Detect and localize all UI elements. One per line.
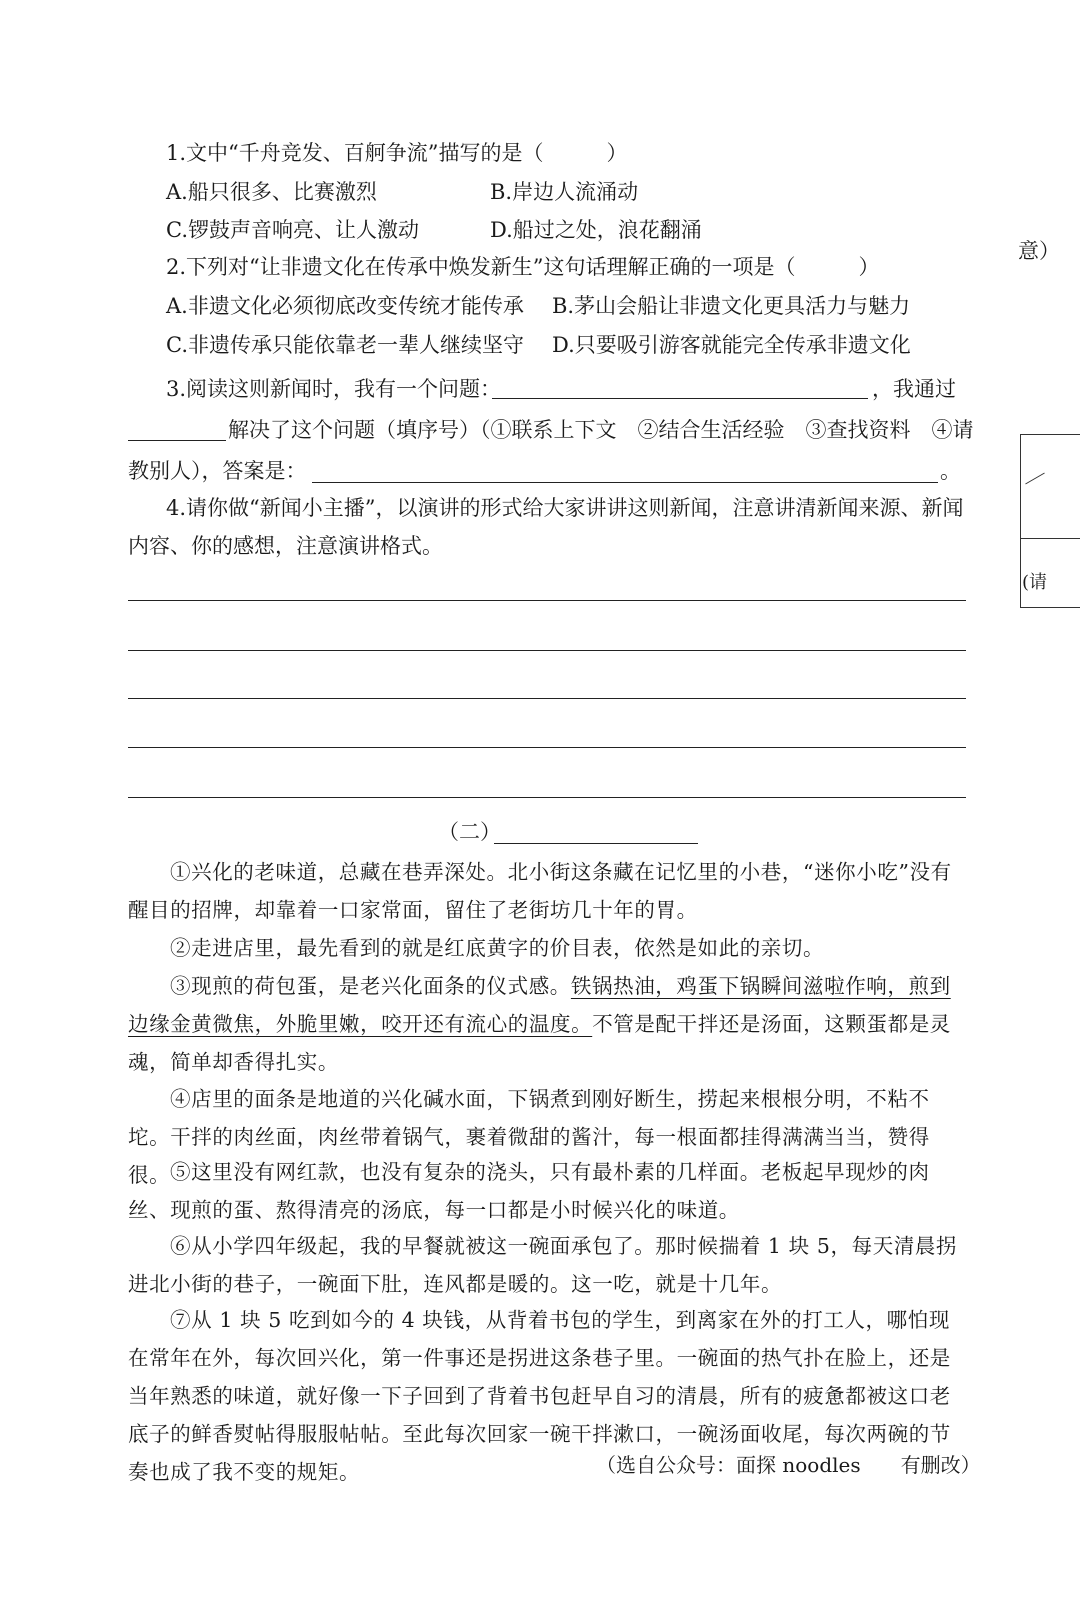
margin-fragment-top: 意） [1018,239,1060,263]
question-3-prompt-cont: ，我通过 [872,377,956,401]
passage-paragraph-3 [128,967,966,1081]
question-4-line-2: 内容、你的感想，注意演讲格式。 [128,534,443,558]
margin-divider [1020,538,1080,539]
question-1-option-d: D.船过之处，浪花翻涌 [490,218,702,242]
passage-paragraph-7: ⑦从 1 块 5 吃到如今的 4 块钱，从背着书包的学生，到离家在外的打工人，哪怕现在常年在外，每次回兴化，第一件事还是拐进这条巷子里。一碗面的热气扑在脸上，还是当年熟悉的味道，就好像一下子回到了背着书包赶早自习的清晨，所有的疲惫都被这口老底子的鲜香熨帖得服服帖帖。至此每次回家一碗干拌漱口，一碗汤面收尾，每次两碗的节奏也成了我不变的规矩。 [128,1308,951,1484]
question-2-option-c: C.非遗传承只能依靠老一辈人继续坚守 [166,333,524,357]
question-3-prompt: 3.阅读这则新闻时，我有一个问题： [166,377,502,401]
question-2-option-a: A.非遗文化必须彻底改变传统才能传承 [166,294,524,318]
question-1-option-b: B.岸边人流涌动 [490,180,639,204]
passage-source: （选自公众号：面探 noodles 有删改） [596,1453,981,1477]
question-3-question-blank[interactable] [492,398,868,399]
question-3-answer-blank[interactable] [312,482,938,483]
question-4-line-1: 4.请你做“新闻小主播”，以演讲的形式给大家讲讲这则新闻，注意讲清新闻来源、新闻 [166,496,964,520]
question-2-option-d: D.只要吸引游客就能完全传承非遗文化 [552,333,911,357]
question-1-stem: 1.文中“千舟竞发、百舸争流”描写的是（ ） [166,141,628,165]
question-1-option-c: C.锣鼓声音响亮、让人激动 [166,218,419,242]
writing-line[interactable] [128,747,966,748]
question-3-period: 。 [940,459,961,483]
passage-paragraph-5: ⑤这里没有网红款，也没有复杂的浇头，只有最朴素的几样面。老板起早现炒的肉丝、现煎的蛋、熬得清亮的汤底，每一口都是小时候兴化的味道。 [128,1160,930,1222]
margin-fragment-bottom: (请 [1022,572,1048,593]
passage-paragraph-1: ①兴化的老味道，总藏在巷弄深处。北小街这条藏在记忆里的小巷，“迷你小吃”没有醒目的招牌，却靠着一口家常面，留住了老街坊几十年的胃。 [128,860,952,922]
writing-line[interactable] [128,600,966,601]
passage-paragraph-3-end: 不管是配干拌还是汤面，这颗蛋都是灵魂，简单却香得扎实。 [128,1012,951,1074]
writing-line[interactable] [128,698,966,699]
passage-paragraph-4: ④店里的面条是地道的兴化碱水面，下锅煮到刚好断生，捞起来根根分明，不粘不坨。干拌的肉丝面，肉丝带着锅气，裹着微甜的酱汁，每一根面都挂得满满当当，赞得很。 [128,1087,930,1187]
writing-line[interactable] [128,650,966,651]
question-3-answer-label: 教别人），答案是： [128,459,307,483]
question-2-option-b: B.茅山会船让非遗文化更具活力与魅力 [552,294,911,318]
section-2-heading: （二） [438,820,501,844]
passage-paragraph-2: ②走进店里，最先看到的就是红底黄字的价目表，依然是如此的亲切。 [170,936,825,960]
question-3-method-text: 解决了这个问题（填序号）（①联系上下文 ②结合生活经验 ③查找资料 ④请 [228,418,974,442]
question-3-method-blank[interactable] [128,440,226,441]
question-1-option-a: A.船只很多、比赛激烈 [166,180,377,204]
passage-paragraph-6: ⑥从小学四年级起，我的早餐就被这一碗面承包了。那时候揣着 1 块 5，每天清晨拐进北小街的巷子，一碗面下肚，连风都是暖的。这一吃，就是十几年。 [128,1234,958,1296]
passage-paragraph-3-start: ③现煎的荷包蛋，是老兴化面条的仪式感。 [170,974,571,998]
question-2-stem: 2.下列对“让非遗文化在传承中焕发新生”这句话理解正确的一项是（ ） [166,255,880,279]
section-2-title-blank[interactable] [494,843,698,844]
writing-line[interactable] [128,797,966,798]
passage-underlined-sentence: 铁锅热油，鸡蛋下锅瞬间滋啦作响，煎到边缘金黄微焦，外脆里嫩，咬开还有流心的温度。 [128,974,951,1036]
